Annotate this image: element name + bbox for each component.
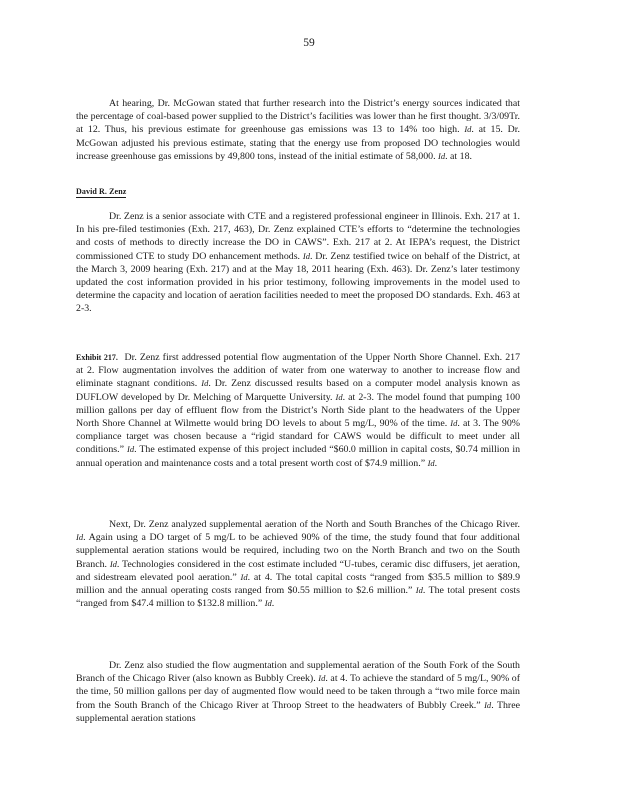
citation-id: Id	[427, 457, 435, 468]
citation-id: Id	[438, 150, 446, 161]
text-run: . at 4. The total capital costs “ranged from $35.5 million to $89.9 million and the annual operating costs ranged from $0.55 million to $2.6 million.”	[76, 571, 521, 597]
citation-id: Id	[484, 699, 492, 710]
text-run: . at 18.	[445, 150, 472, 162]
text-run: Dr. Zenz is a senior associate with CTE and a registered professional engineer in Illinois. Exh. 217 at 1. In his pre-filed testimonies (Exh. 217, 463), Dr. Zenz explained CTE’s efforts to “determine the technologies and costs of methods to directly increase the DO in CAWS”. Exh. 217 at 2. At IEPA’s request, the District commissioned CTE to study DO enhancement methods.	[76, 211, 520, 262]
citation-id: Id	[318, 673, 326, 684]
text-run: . at 3. The 90% compliance target was chosen because a “rigid standard for CAWS would be difficult to meet under all conditions.”	[76, 418, 520, 456]
text-run: .	[271, 598, 275, 610]
citation-id: Id	[76, 532, 84, 543]
citation-id: Id	[415, 585, 423, 596]
page-number: 59	[303, 37, 315, 49]
paragraph	[76, 351, 520, 470]
exhibit-label: Exhibit 217.	[76, 353, 121, 362]
citation-id: Id	[464, 124, 472, 135]
text-run: Dr. Zenz also studied the flow augmentation and supplemental aeration of the South Fork of the South Branch of the Chicago River (also known as Bubbly Creek).	[76, 660, 520, 685]
citation-id: Id	[240, 571, 248, 582]
paragraph	[76, 210, 520, 316]
paragraph	[76, 518, 520, 610]
citation-id: Id	[127, 444, 135, 455]
text-run: .	[434, 457, 438, 469]
text-run: . at 4. To achieve the standard of 5 mg/L, 90% of the time, 50 million gallons per day of augmented flow would need to be taken through a “two mile force main from the South Branch of the Chicago River at Throop Street to the headwaters of Bubbly Creek.”	[76, 673, 520, 711]
text-run: Next, Dr. Zenz analyzed supplemental aeration of the North and South Branches of the Chicago River.	[109, 519, 520, 530]
citation-id: Id	[264, 598, 272, 609]
citation-id: Id	[450, 418, 458, 429]
citation-id: Id	[201, 378, 209, 389]
citation-id: Id	[302, 250, 310, 261]
text-run: Dr. Zenz first addressed potential flow augmentation of the Upper North Shore Channel. Exh. 217 at 2. Flow augmentation involves the addition of water from one waterway to another to increase flow and eliminate stagnant conditions.	[76, 352, 521, 390]
text-run: . Dr. Zenz discussed results based on a computer model analysis known as DUFLOW developed by Dr. Melching of Marquette University.	[76, 378, 520, 403]
text-run: . at 15. Dr. McGowan adjusted his previous estimate, stating that the energy use from proposed DO technologies would increase greenhouse gas emissions by 49,800 tons, instead of the initial estimate of 58,000.	[76, 124, 520, 162]
section-heading: David R. Zenz	[76, 187, 127, 196]
text-run: . at 2-3. The model found that pumping 100 million gallons per day of effluent flow from the District’s North Side plant to the headwaters of the Upper North Shore Channel at Wilmette would bring DO levels to about 5 mg/L, 90% of the time.	[76, 391, 521, 430]
text-run: . The total present costs “ranged from $47.4 million to $132.8 million.”	[76, 585, 520, 610]
text-run: At hearing, Dr. McGowan stated that further research into the District’s energy sources indicated that the percentage of coal-based power supplied to the District’s facilities was lower than he first thought. 3/3/09Tr. at 12. Thus, his previous estimate for greenhouse gas emissions was 13 to 14% too high.	[76, 98, 520, 136]
citation-id: Id	[335, 391, 343, 402]
text-run: . Dr. Zenz testified twice on behalf of the District, at the March 3, 2009 hearing (Exh. 217) and at the May 18, 2011 hearing (Exh. 463). Dr. Zenz’s later testimony updated the cost information provided in his prior testimony, following improvements in the model used to determine the capacity and location of aeration facilities needed to meet the proposed DO standards. Exh. 463 at 2-3.	[76, 250, 521, 315]
text-run: . Technologies considered in the cost estimate included “U-tubes, ceramic disc diffusers, jet aeration, and sidestream elevated pool aeration.”	[76, 558, 520, 583]
text-run: . Again using a DO target of 5 mg/L to be achieved 90% of the time, the study found that four additional supplemental aeration stations would be required, including two on the North Branch and two on the South Branch.	[76, 532, 520, 570]
text-run: . Three supplemental aeration stations	[76, 699, 520, 724]
paragraph	[76, 97, 520, 163]
citation-id: Id	[109, 558, 117, 569]
text-run: . The estimated expense of this project included “$60.0 million in capital costs, $0.74 million in annual operation and maintenance costs and a total present worth cost of $74.9 million.”	[76, 444, 521, 469]
paragraph	[76, 659, 520, 725]
